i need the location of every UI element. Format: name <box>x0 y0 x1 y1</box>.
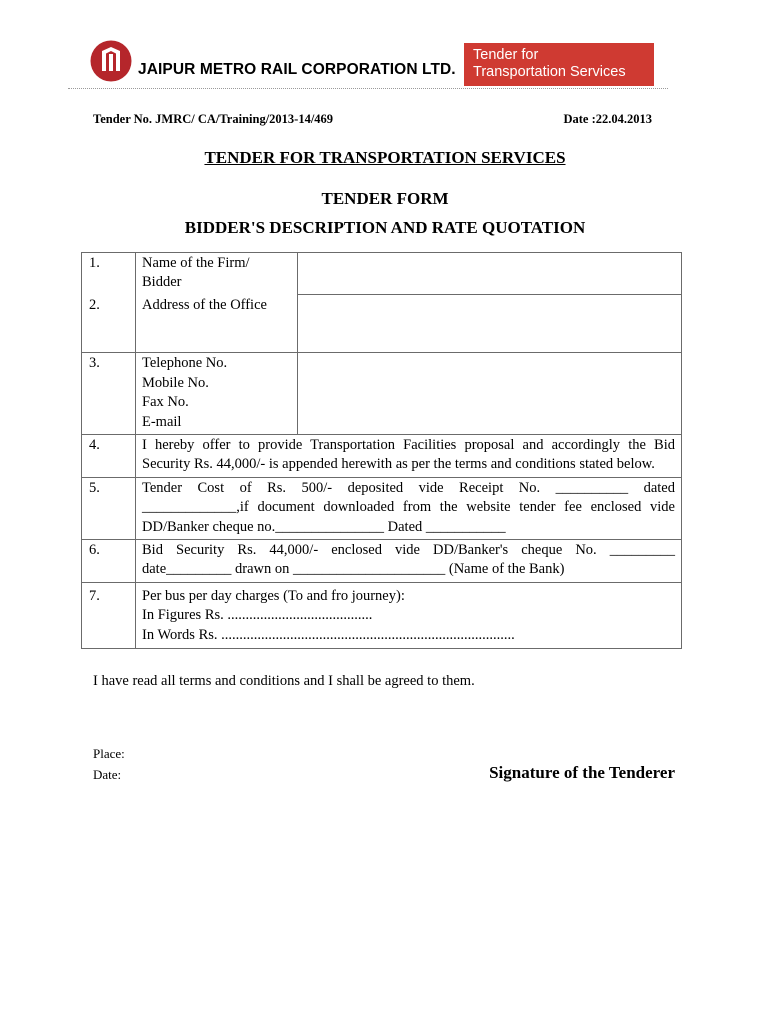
fax-label: Fax No. <box>142 394 189 411</box>
contact-field[interactable] <box>298 353 682 435</box>
email-label: E-mail <box>142 413 182 430</box>
table-row <box>82 582 682 648</box>
row-number: 2. <box>82 295 136 353</box>
offer-declaration: I hereby offer to provide Transportation Facilities proposal and accordingly the Bid Security Rs. 44,000/- is appended herewith as per the terms and conditions stated below. <box>136 434 682 477</box>
bus-charges-line1: Per bus per day charges (To and fro journey): <box>142 587 405 604</box>
tender-banner-line2: Transportation Services <box>473 64 626 80</box>
form-subtitle: BIDDER'S DESCRIPTION AND RATE QUOTATION <box>184 218 586 237</box>
jmrc-logo-icon <box>90 40 132 82</box>
place-label: Place: <box>93 746 125 761</box>
row-number: 3. <box>82 353 136 435</box>
table-row <box>82 253 682 295</box>
tender-cost-line2: _____________,if document downloaded from the website tender fee enclosed vide <box>142 499 675 516</box>
bid-security-line1: Bid Security Rs. 44,000/- enclosed vide DD/Banker's cheque No. _________ <box>142 541 675 558</box>
row-number: 4. <box>82 434 136 477</box>
row-number: 5. <box>82 477 136 539</box>
row-number: 6. <box>82 539 136 582</box>
document-title: TENDER FOR TRANSPORTATION SERVICES <box>204 148 566 167</box>
mobile-label: Mobile No. <box>142 374 209 391</box>
bid-security-line2: date_________ drawn on _____________________ (Name of the Bank) <box>142 561 565 578</box>
tender-cost-clause <box>136 477 682 539</box>
table-row <box>82 539 682 582</box>
bidder-form-table <box>81 252 682 649</box>
row-number: 7. <box>82 582 136 648</box>
contact-labels <box>136 353 298 435</box>
tender-cost-line3: DD/Banker cheque no._______________ Dated ___________ <box>142 518 506 535</box>
bus-charges-clause <box>136 582 682 648</box>
table-row <box>82 353 682 435</box>
tender-date: Date :22.04.2013 <box>563 112 652 126</box>
organization-name: JAIPUR METRO RAIL CORPORATION LTD. <box>138 61 456 78</box>
table-row <box>82 434 682 477</box>
date-label: Date: <box>93 767 122 782</box>
tender-cost-line1: Tender Cost of Rs. 500/- deposited vide Receipt No. __________ dated <box>142 479 675 496</box>
office-address-label: Address of the Office <box>136 295 298 353</box>
telephone-label: Telephone No. <box>142 355 228 372</box>
header-divider <box>68 88 668 89</box>
table-row <box>82 477 682 539</box>
bid-security-clause <box>136 539 682 582</box>
signature-label: Signature of the Tenderer <box>489 763 675 782</box>
form-title: TENDER FORM <box>321 189 449 208</box>
row-number: 1. <box>82 253 136 295</box>
tender-banner <box>464 43 654 86</box>
firm-name-field[interactable] <box>298 253 682 295</box>
tender-banner-line1: Tender for <box>473 47 539 63</box>
firm-name-label: Name of the Firm/ Bidder <box>136 253 298 295</box>
office-address-field[interactable] <box>298 295 682 353</box>
table-row <box>82 295 682 353</box>
agreement-statement: I have read all terms and conditions and I shall be agreed to them. <box>93 673 475 689</box>
bus-charges-words: In Words Rs. ................................................................................. <box>142 626 515 643</box>
tender-number: Tender No. JMRC/ CA/Training/2013-14/469 <box>93 112 334 126</box>
bus-charges-figures: In Figures Rs. ........................................ <box>142 607 373 624</box>
